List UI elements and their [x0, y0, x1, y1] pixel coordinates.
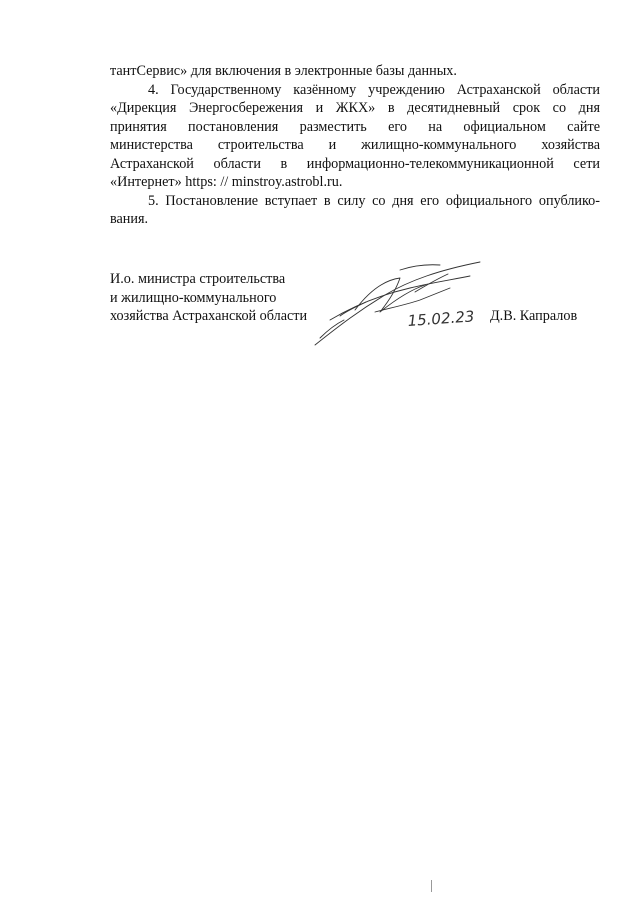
- signer-position: [110, 270, 307, 326]
- paragraph-4-line-2: «Дирекция Энергосбережения и ЖКХ» в десятидневный срок со дня: [110, 100, 600, 116]
- page-edge-mark: [431, 880, 432, 892]
- paragraph-4-line-3: принятия постановления разместить его на официальном сайте: [110, 118, 600, 135]
- signer-name: Д.В. Капралов: [490, 308, 578, 324]
- handwritten-signature: [300, 250, 500, 360]
- signer-position-line-3: хозяйства Астраханской области: [110, 308, 308, 324]
- paragraph-5-line-1: 5. Постановление вступает в силу со дня его официального опублико-: [148, 192, 600, 209]
- text-line: тантСервис» для включения в электронные базы данных.: [110, 63, 457, 79]
- signer-position-line-2: и жилищно-коммунального: [110, 289, 277, 306]
- paragraph-4-line-4: министерства строительства и жилищно-коммунального хозяйства: [110, 137, 600, 153]
- paragraph-5-line-2: вания.: [110, 211, 149, 227]
- paragraph-4-line-5: Астраханской области в информационно-телекоммуникационной сети: [110, 155, 600, 172]
- handwritten-date: 15.02.23: [407, 307, 475, 330]
- paragraph-4-line-1: 4. Государственному казённому учреждению Астраханской области: [148, 81, 600, 98]
- signer-position-line-1: И.о. министра строительства: [110, 271, 286, 287]
- document-body: [110, 62, 600, 229]
- paragraph-4-line-6: «Интернет» https: // minstroy.astrobl.ru.: [110, 174, 343, 190]
